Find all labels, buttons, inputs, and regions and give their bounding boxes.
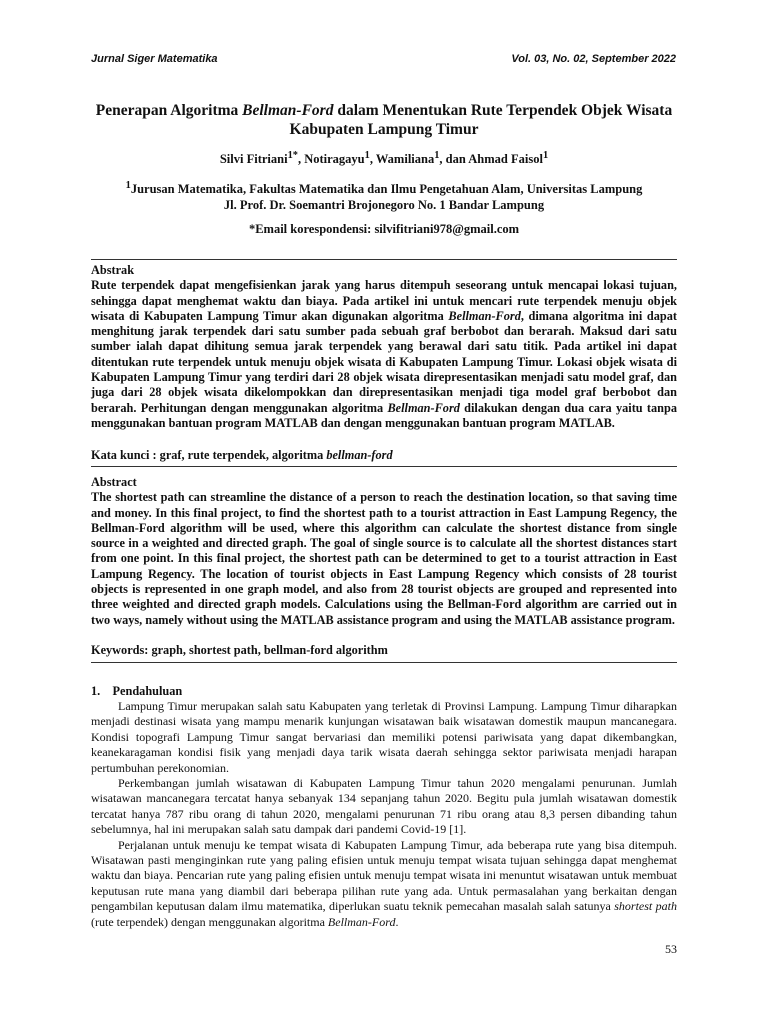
intro-body [91, 699, 677, 930]
kata-kunci: Kata kunci : graf, rute terpendek, algoritma bellman-ford [91, 448, 393, 462]
keywords: Keywords: graph, shortest path, bellman-ford algorithm [91, 643, 388, 657]
divider [91, 466, 677, 467]
paragraph: Lampung Timur merupakan salah satu Kabupaten yang terletak di Provinsi Lampung. Lampung Timur diharapkan menjadi destinasi wisata yang mampu menarik kunjungan wisatawan baik wisatawan domestik maupun mancanegara. Kondisi topografi Lampung Timur sangat bervariasi dan memiliki potensi pariwisata yang dapat dikembangkan, keanekaragaman kondisi fisik yang menjadi daya tarik wisata daerah sehingga sektor pariwisata menjadi harapan pertumbuhan perekonomian. [91, 699, 677, 775]
journal-name: Jurnal Siger Matematika [91, 53, 218, 65]
section-heading: 1. Pendahuluan [91, 684, 183, 698]
divider [91, 662, 677, 663]
author-list: Silvi Fitriani$^{1*}$, Notiragayu$^1$, Wamiliana$^1$, dan Ahmad Faisol$^1$ [219, 150, 549, 167]
abstract-section [91, 475, 677, 628]
correspondence-email: *Email korespondensi: silvifitriani978@gmail.com [248, 222, 520, 236]
abstrak-heading: Abstrak [91, 263, 135, 277]
paper-title: Penerapan Algoritma Bellman-Ford dalam Menentukan Rute Terpendek Objek Wisata Kabupaten Lampung Timur [95, 102, 673, 138]
divider [91, 259, 677, 260]
affiliation: $^1$Jurusan Matematika, Fakultas Matematika dan Ilmu Pengetahuan Alam, Universitas Lampung Jl. Prof. Dr. Soemantri Brojonegoro No. 1 Bandar Lampung [125, 180, 643, 213]
abstrak-text: Rute terpendek dapat mengefisienkan jarak yang harus ditempuh seseorang untuk mencapai lokasi tujuan, sehingga dapat menghemat waktu dan biaya. Pada artikel ini untuk mencari rute terpendek menuju objek wisata di Kabupaten Lampung Timur akan digunakan algoritma Bellman-Ford, dimana algoritma ini dapat menghitung jarak terpendek dari satu sumber pada sebuah graf berbobot dan berarah. Maksud dari satu sumber ialah dapat dihitung semua jarak terpendek yang berawal dari satu titik. Pada artikel ini dapat ditentukan rute terpendek untuk menuju objek wisata di Kabupaten Lampung Timur. Lokasi objek wisata di Kabupaten Lampung Timur yang terdiri dari 28 objek wisata direpresentasikan menjadi satu model graf, dan juga dari 28 objek wisata dikelompokkan dan direpresentasikan menjadi tiga model graf berbobot dan berarah. Perhitungan dengan menggunakan algoritma Bellman-Ford dilakukan dengan dua cara yaitu tanpa menggunakan bantuan program MATLAB dan dengan menggunakan bantuan program MATLAB. [91, 278, 677, 430]
paragraph: Perkembangan jumlah wisatawan di Kabupaten Lampung Timur tahun 2020 mengalami penurunan. Jumlah wisatawan mancanegara tercatat hanya sebanyak 134 sepanjang tahun 2020. Begitu pula jumlah wisatawan domestik tercatat hanya 787 ribu orang di tahun 2020, mengalami penurunan 71 ribu orang atau 8,3 persen dibanding tahun sebelumnya, hal ini merupakan salah satu dampak dari pandemi Covid-19 [1]. [91, 776, 677, 837]
abstract-text: The shortest path can streamline the distance of a person to reach the destination location, so that saving time and money. In this final project, to find the shortest path to a tourist attraction in East Lampung Regency, the Bellman-Ford algorithm will be used, where this algorithm can calculate the shortest distance from single source in a weighted and directed graph. The goal of single source is to calculate all the shortest distances start from one point. In this final project, the shortest path can be determined to get to a tourist attraction in East Lampung Regency. The location of tourist objects in East Lampung Regency which consists of 28 tourist objects is represented in one graph model, and also from 28 tourist objects are grouped and represented into three weighted and directed graph models. Calculations using the Bellman-Ford algorithm are carried out in two ways, namely without using the MATLAB assistance program and using the MATLAB assistance program. [91, 490, 677, 627]
abstract-heading: Abstract [91, 475, 137, 489]
journal-volume: Vol. 03, No. 02, September 2022 [511, 53, 676, 65]
abstrak-section [91, 263, 677, 431]
paragraph: Perjalanan untuk menuju ke tempat wisata di Kabupaten Lampung Timur, ada beberapa rute yang bisa ditempuh. Wisatawan pasti menginginkan rute yang paling efisien untuk menuju tempat wisata tujuan sehingga dapat menghemat waktu dan biaya. Pencarian rute yang paling efisien untuk menuju tempat wisata ini menuntut wisatawan untuk membuat keputusan rute mana yang diambil dari beberapa pilihan rute yang ada. Untuk permasalahan yang berkaitan dengan pengambilan keputusan dalam ilmu matematika, diperlukan suatu teknik pemecahan masalah salah satunya shortest path (rute terpendek) dengan menggunakan algoritma Bellman-Ford. [91, 837, 677, 929]
page-number: 53 [665, 942, 677, 956]
